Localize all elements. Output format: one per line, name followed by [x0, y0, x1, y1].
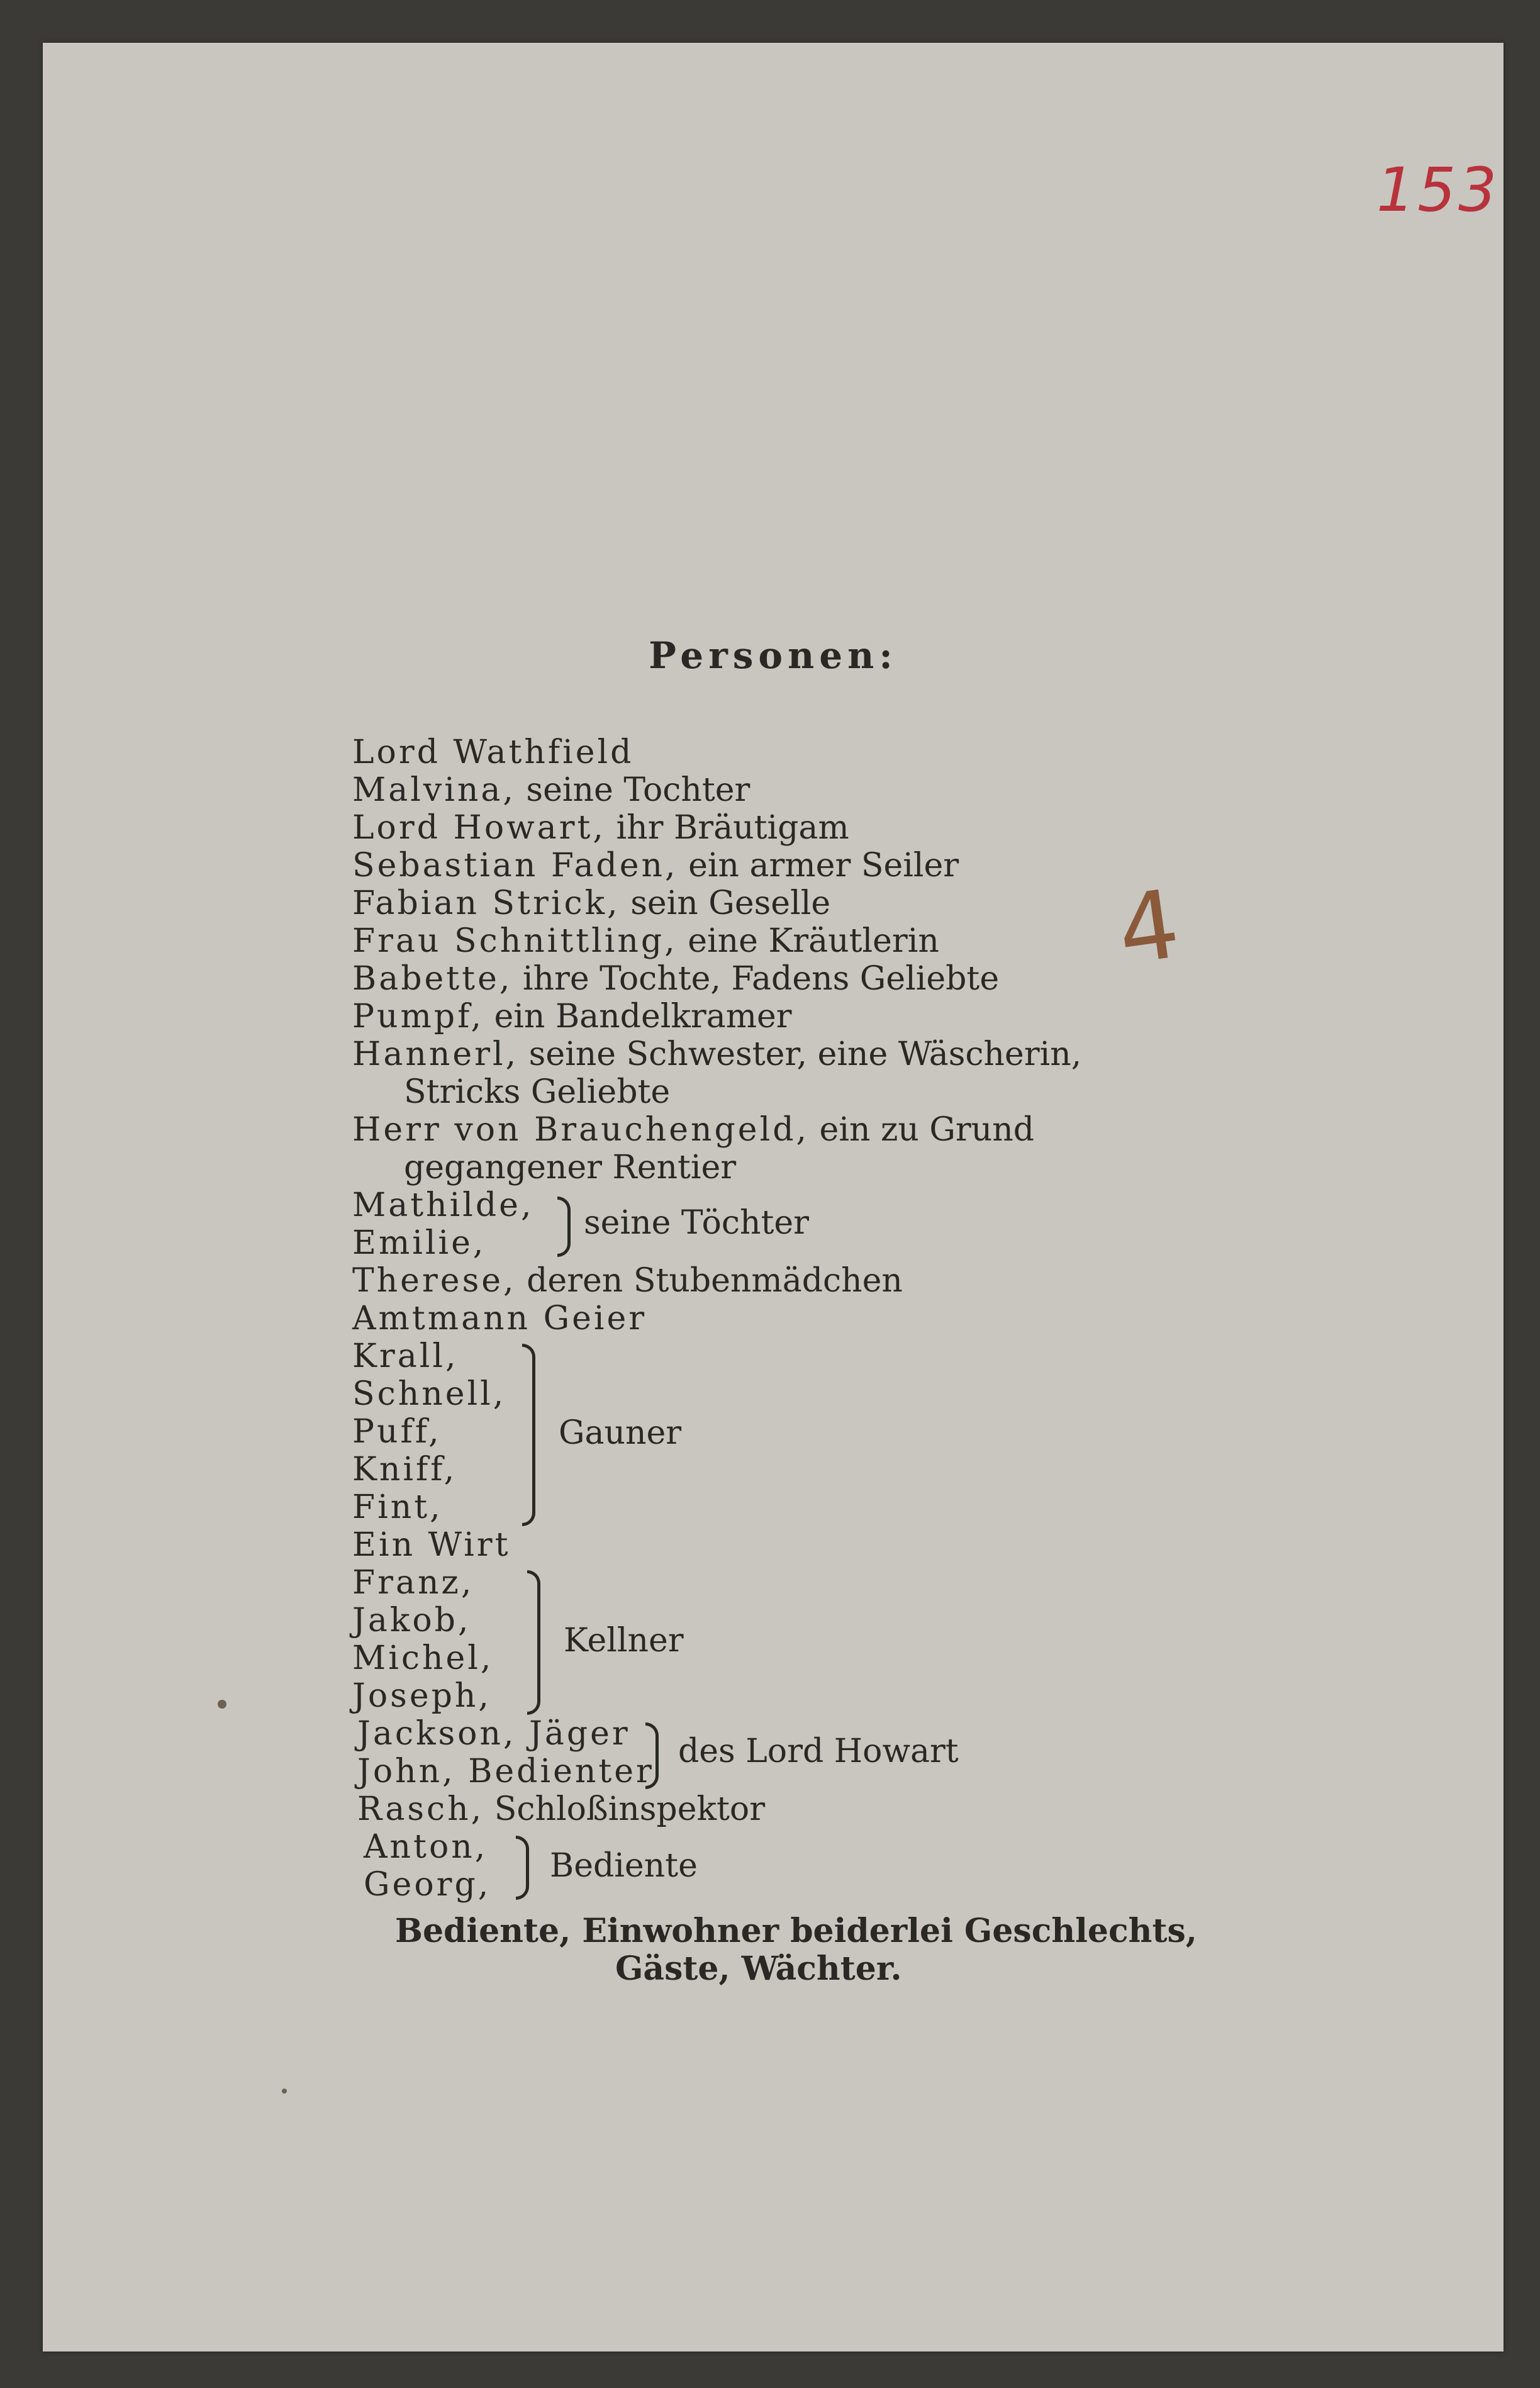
- paper-spot: [218, 1700, 226, 1709]
- entry-strick: Fabian Strick, sein Geselle: [352, 884, 831, 922]
- member-emilie: Emilie,: [352, 1224, 486, 1262]
- member-john: John, Bedienter: [357, 1753, 654, 1790]
- label-howart: des Lord Howart: [678, 1732, 959, 1770]
- label-kellner: Kellner: [564, 1622, 684, 1660]
- member-mathilde: Mathilde,: [352, 1186, 534, 1224]
- entry-brauchengeld-cont: gegangener Rentier: [404, 1149, 737, 1186]
- brace-howart: [645, 1722, 659, 1789]
- member-jackson: Jackson, Jäger: [357, 1715, 630, 1753]
- entry-hannerl-cont: Stricks Geliebte: [404, 1073, 671, 1111]
- member-michel: Michel,: [352, 1639, 494, 1677]
- label-daughters: seine Töchter: [584, 1204, 810, 1242]
- brace-gauner: [522, 1344, 535, 1526]
- entry-faden: Sebastian Faden, ein armer Seiler: [352, 847, 959, 884]
- entry-pumpf: Pumpf, ein Bandelkramer: [352, 998, 792, 1035]
- member-franz: Franz,: [352, 1564, 474, 1602]
- entry-howart: Lord Howart, ihr Bräutigam: [352, 809, 849, 847]
- entry-wathfield: Lord Wathfield: [352, 734, 634, 771]
- label-bediente: Bediente: [550, 1847, 698, 1885]
- margin-mark: 4: [1111, 869, 1186, 986]
- brace-daughters: [557, 1197, 571, 1257]
- entry-brauchengeld: Herr von Brauchengeld, ein zu Grund: [352, 1111, 1035, 1149]
- entry-rasch: Rasch, Schloßinspektor: [357, 1790, 766, 1828]
- member-jakob: Jakob,: [352, 1602, 471, 1639]
- brace-bediente: [516, 1836, 529, 1900]
- member-anton: Anton,: [364, 1828, 488, 1866]
- entry-wirt: Ein Wirt: [352, 1526, 511, 1564]
- document-page: [43, 43, 1504, 2352]
- entry-therese: Therese, deren Stubenmädchen: [352, 1262, 903, 1300]
- entry-babette: Babette, ihre Tochte, Fadens Geliebte: [352, 960, 1000, 998]
- member-fint: Fint,: [352, 1488, 443, 1526]
- member-schnell: Schnell,: [352, 1375, 506, 1413]
- member-kniff: Kniff,: [352, 1451, 457, 1488]
- paper-spot: [282, 2089, 287, 2094]
- page-number: 153: [1376, 155, 1500, 225]
- entry-hannerl: Hannerl, seine Schwester, eine Wäscherin,: [352, 1035, 1082, 1073]
- member-krall: Krall,: [352, 1337, 459, 1375]
- brace-kellner: [527, 1570, 540, 1715]
- member-joseph: Joseph,: [352, 1677, 491, 1715]
- footer-line-1: Bediente, Einwohner beiderlei Geschlechts,: [395, 1912, 1197, 1950]
- page-title: Personen:: [649, 634, 898, 677]
- footer-line-2: Gäste, Wächter.: [615, 1950, 902, 1988]
- member-puff: Puff,: [352, 1413, 442, 1451]
- member-georg: Georg,: [364, 1866, 491, 1904]
- entry-malvina: Malvina, seine Tochter: [352, 771, 750, 809]
- entry-schnittling: Frau Schnittling, eine Kräutlerin: [352, 922, 939, 960]
- entry-amtmann: Amtmann Geier: [352, 1300, 647, 1337]
- label-gauner: Gauner: [559, 1414, 682, 1452]
